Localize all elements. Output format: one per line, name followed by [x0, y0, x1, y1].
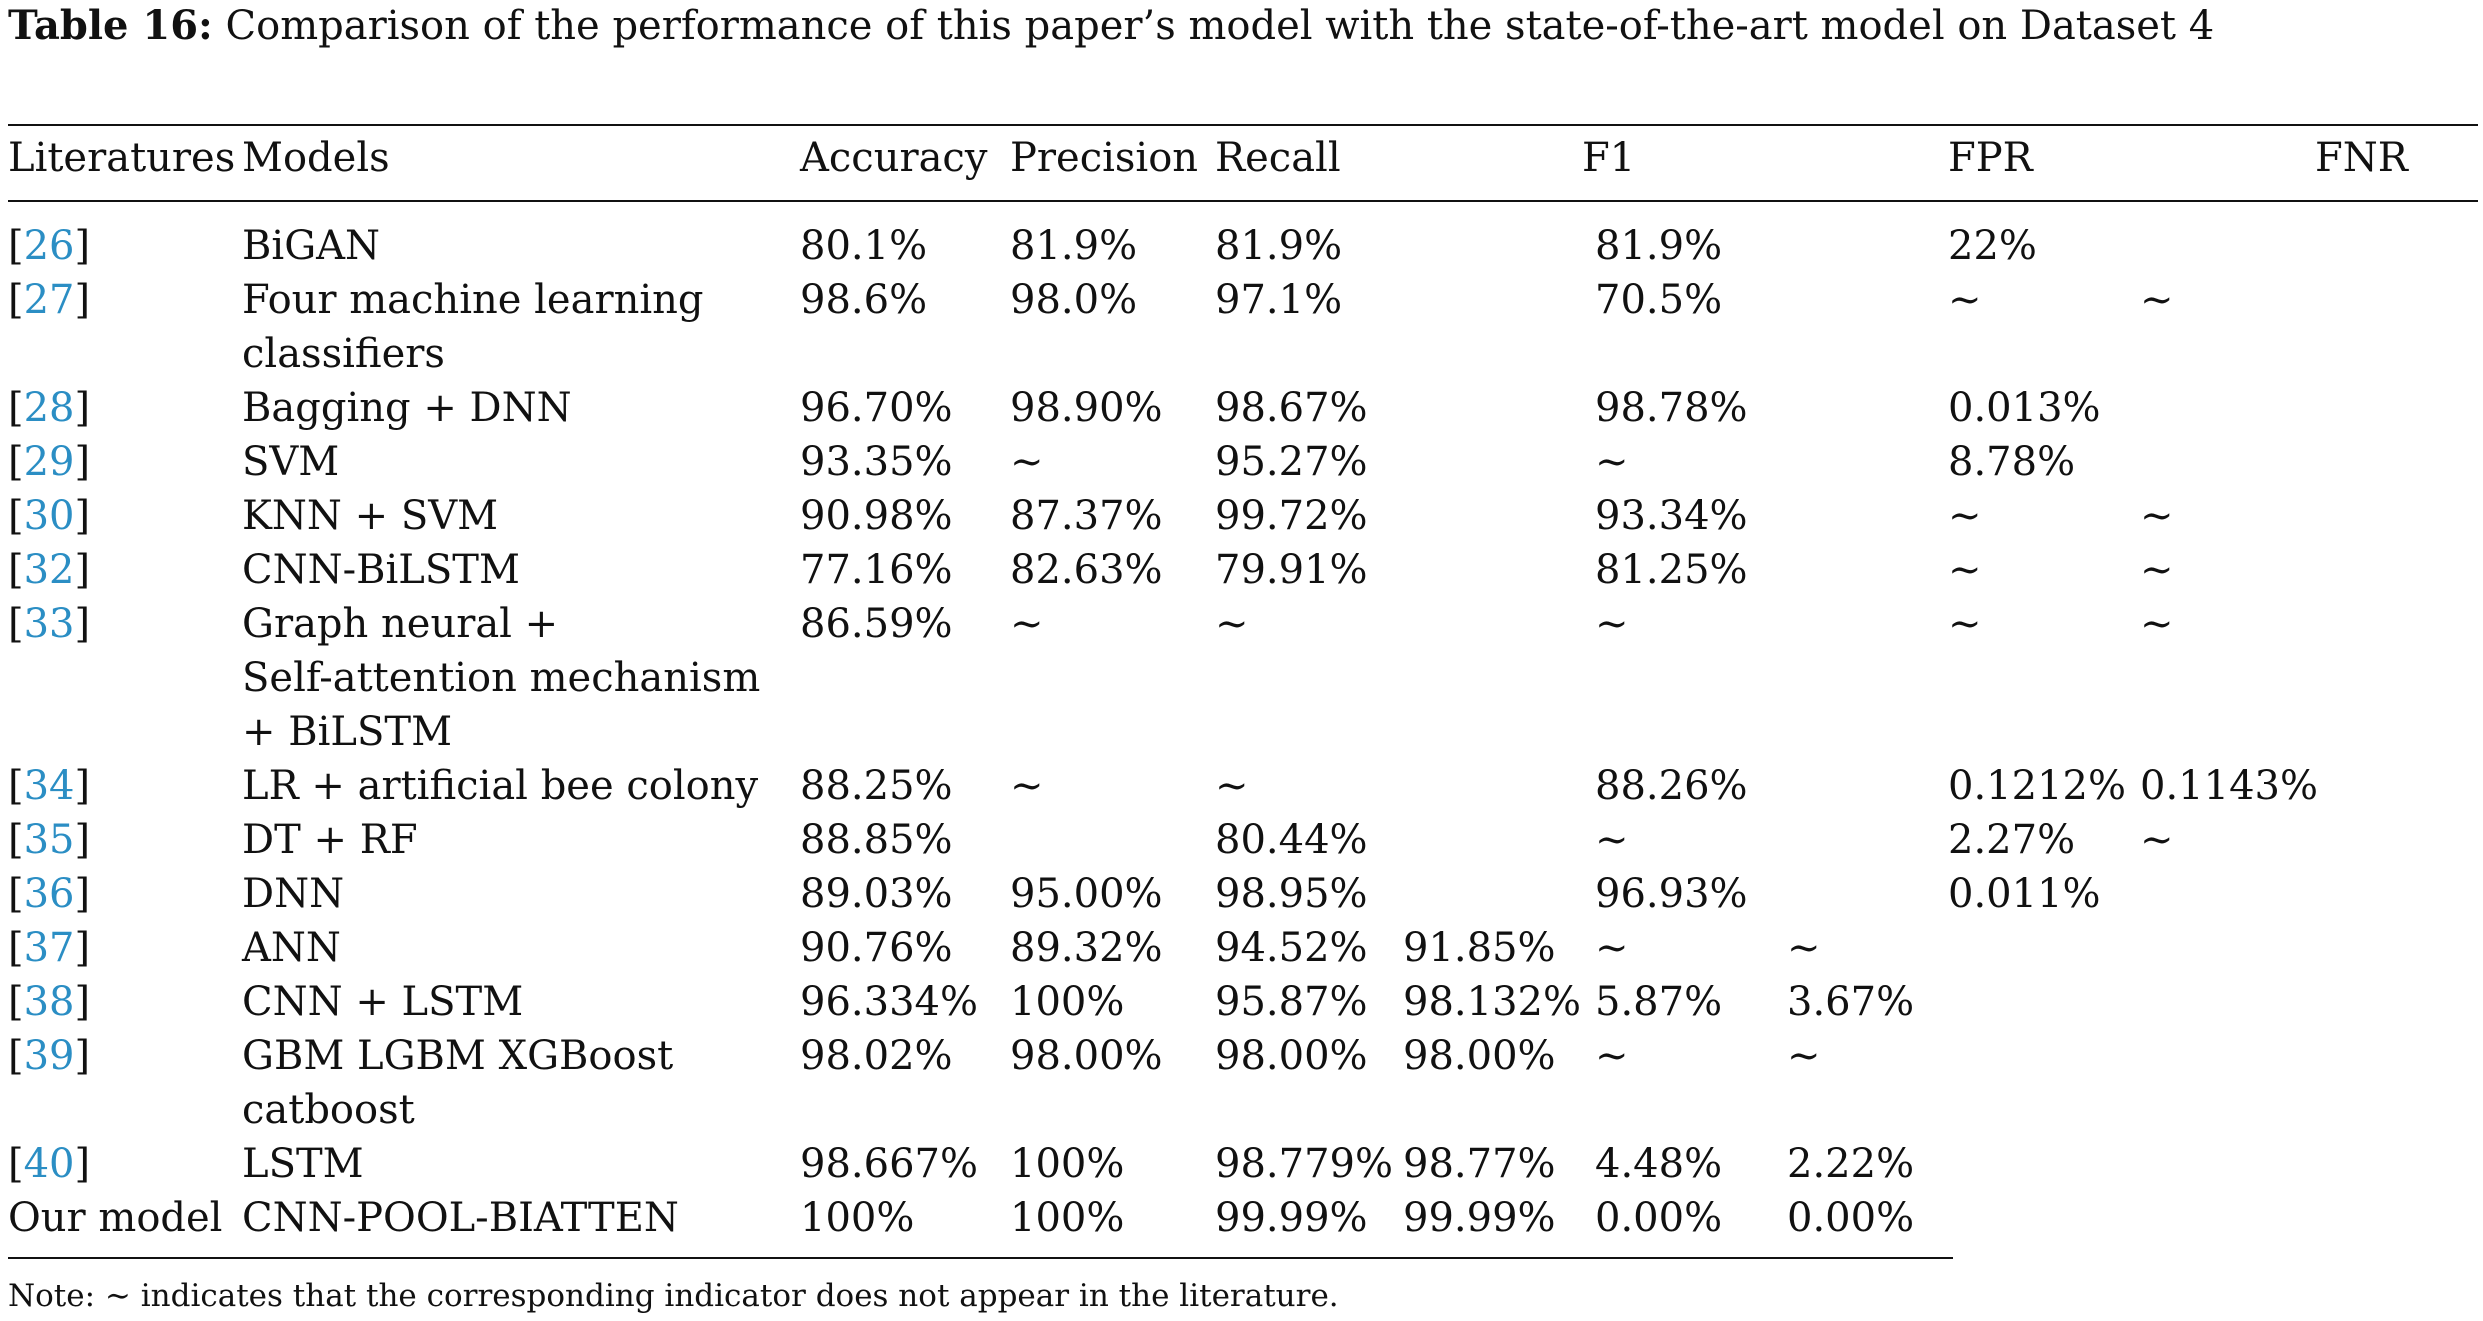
- metric-cell: 93.35%: [800, 439, 953, 485]
- metric-cell: 70.5%: [1595, 277, 1723, 323]
- metric-cell: 98.00%: [1010, 1033, 1163, 1079]
- citation-link[interactable]: 38: [23, 979, 75, 1025]
- bottom-rule: [8, 1257, 1953, 1259]
- model-name: LSTM: [242, 1141, 364, 1187]
- model-name: CNN + LSTM: [242, 979, 524, 1025]
- literature-ref: [37]: [8, 925, 91, 971]
- metric-cell: 0.00%: [1595, 1195, 1723, 1241]
- metric-cell: 98.00%: [1215, 1033, 1368, 1079]
- metric-cell: 99.99%: [1403, 1195, 1556, 1241]
- metric-cell: ∼: [1948, 547, 1982, 593]
- metric-cell: 98.132%: [1403, 979, 1581, 1025]
- literature-ref: [32]: [8, 547, 91, 593]
- model-name: KNN + SVM: [242, 493, 499, 539]
- metric-cell: 89.03%: [800, 871, 953, 917]
- header-fnr: FNR: [2315, 135, 2408, 181]
- citation-link[interactable]: 40: [23, 1141, 75, 1187]
- model-name: classifiers: [242, 331, 445, 377]
- metric-cell: 89.32%: [1010, 925, 1163, 971]
- metric-cell: 88.26%: [1595, 763, 1748, 809]
- metric-cell: ∼: [1948, 493, 1982, 539]
- metric-cell: 98.00%: [1403, 1033, 1556, 1079]
- metric-cell: 90.98%: [800, 493, 953, 539]
- header-literatures: Literatures: [8, 135, 236, 181]
- metric-cell: 98.67%: [1215, 385, 1368, 431]
- metric-cell: 81.9%: [1595, 223, 1723, 269]
- literature-ref: [36]: [8, 871, 91, 917]
- header-f1: F1: [1582, 135, 1636, 181]
- model-name: GBM LGBM XGBoost: [242, 1033, 674, 1079]
- metric-cell: ∼: [1948, 277, 1982, 323]
- metric-cell: ∼: [1787, 1033, 1821, 1079]
- model-name: Self-attention mechanism: [242, 655, 761, 701]
- metric-cell: 5.87%: [1595, 979, 1723, 1025]
- literature-ref: [33]: [8, 601, 91, 647]
- metric-cell: 96.93%: [1595, 871, 1748, 917]
- header-rule: [8, 200, 2478, 202]
- metric-cell: 98.02%: [800, 1033, 953, 1079]
- metric-cell: 96.334%: [800, 979, 978, 1025]
- header-models: Models: [242, 135, 390, 181]
- metric-cell: 8.78%: [1948, 439, 2076, 485]
- metric-cell: 0.1143%: [2140, 763, 2318, 809]
- citation-link[interactable]: 27: [23, 277, 75, 323]
- header-accuracy: Accuracy: [800, 135, 988, 181]
- metric-cell: 80.1%: [800, 223, 928, 269]
- metric-cell: ∼: [2140, 277, 2174, 323]
- metric-cell: ∼: [1787, 925, 1821, 971]
- citation-link[interactable]: 39: [23, 1033, 75, 1079]
- metric-cell: 98.779%: [1215, 1141, 1393, 1187]
- metric-cell: 4.48%: [1595, 1141, 1723, 1187]
- citation-link[interactable]: 26: [23, 223, 75, 269]
- literature-ref: [34]: [8, 763, 91, 809]
- metric-cell: 88.25%: [800, 763, 953, 809]
- metric-cell: 99.72%: [1215, 493, 1368, 539]
- model-name: BiGAN: [242, 223, 381, 269]
- model-name: catboost: [242, 1087, 415, 1133]
- metric-cell: 95.00%: [1010, 871, 1163, 917]
- metric-cell: 81.25%: [1595, 547, 1748, 593]
- citation-link[interactable]: 29: [23, 439, 75, 485]
- citation-link[interactable]: 34: [23, 763, 75, 809]
- metric-cell: 81.9%: [1010, 223, 1138, 269]
- metric-cell: 98.90%: [1010, 385, 1163, 431]
- metric-cell: 96.70%: [800, 385, 953, 431]
- model-name: ANN: [242, 925, 341, 971]
- metric-cell: 98.667%: [800, 1141, 978, 1187]
- citation-link[interactable]: 37: [23, 925, 75, 971]
- metric-cell: ∼: [1948, 601, 1982, 647]
- metric-cell: 98.0%: [1010, 277, 1138, 323]
- metric-cell: 98.6%: [800, 277, 928, 323]
- table-label: Table 16:: [8, 2, 213, 49]
- literature-ref: [29]: [8, 439, 91, 485]
- metric-cell: 99.99%: [1215, 1195, 1368, 1241]
- header-precision: Precision: [1010, 135, 1199, 181]
- metric-cell: ∼: [1215, 763, 1249, 809]
- metric-cell: 81.9%: [1215, 223, 1343, 269]
- metric-cell: 97.1%: [1215, 277, 1343, 323]
- metric-cell: 22%: [1948, 223, 2037, 269]
- literature-ref: [39]: [8, 1033, 91, 1079]
- metric-cell: ∼: [1595, 1033, 1629, 1079]
- citation-link[interactable]: 33: [23, 601, 75, 647]
- metric-cell: 82.63%: [1010, 547, 1163, 593]
- model-name: SVM: [242, 439, 340, 485]
- table-caption: [8, 0, 2458, 52]
- literature-label: Our model: [8, 1195, 223, 1241]
- metric-cell: 0.00%: [1787, 1195, 1915, 1241]
- metric-cell: 100%: [1010, 979, 1125, 1025]
- citation-link[interactable]: 28: [23, 385, 75, 431]
- literature-ref: [28]: [8, 385, 91, 431]
- metric-cell: 95.27%: [1215, 439, 1368, 485]
- metric-cell: 2.27%: [1948, 817, 2076, 863]
- metric-cell: 98.78%: [1595, 385, 1748, 431]
- model-name: CNN-BiLSTM: [242, 547, 520, 593]
- header-fpr: FPR: [1948, 135, 2033, 181]
- metric-cell: 100%: [1010, 1195, 1125, 1241]
- metric-cell: 91.85%: [1403, 925, 1556, 971]
- model-name: DT + RF: [242, 817, 418, 863]
- metric-cell: 0.1212%: [1948, 763, 2126, 809]
- metric-cell: 87.37%: [1010, 493, 1163, 539]
- metric-cell: 86.59%: [800, 601, 953, 647]
- metric-cell: ∼: [2140, 493, 2174, 539]
- citation-link[interactable]: 36: [23, 871, 75, 917]
- metric-cell: 0.013%: [1948, 385, 2101, 431]
- model-name: Bagging + DNN: [242, 385, 572, 431]
- caption-text: Comparison of the performance of this paper’s model with the state-of-the-art model on Dataset 4: [225, 3, 2215, 49]
- metric-cell: 93.34%: [1595, 493, 1748, 539]
- model-name: DNN: [242, 871, 345, 917]
- metric-cell: ∼: [1595, 925, 1629, 971]
- metric-cell: 0.011%: [1948, 871, 2101, 917]
- metric-cell: 95.87%: [1215, 979, 1368, 1025]
- metric-cell: ∼: [1010, 601, 1044, 647]
- metric-cell: ∼: [2140, 817, 2174, 863]
- metric-cell: 3.67%: [1787, 979, 1915, 1025]
- metric-cell: 90.76%: [800, 925, 953, 971]
- metric-cell: 80.44%: [1215, 817, 1368, 863]
- literature-ref: [35]: [8, 817, 91, 863]
- model-name: Four machine learning: [242, 277, 704, 323]
- top-rule: [8, 124, 2478, 126]
- citation-link[interactable]: 35: [23, 817, 75, 863]
- literature-ref: [26]: [8, 223, 91, 269]
- metric-cell: ∼: [1010, 763, 1044, 809]
- metric-cell: 77.16%: [800, 547, 953, 593]
- metric-cell: ∼: [1595, 817, 1629, 863]
- metric-cell: 94.52%: [1215, 925, 1368, 971]
- metric-cell: 100%: [800, 1195, 915, 1241]
- model-name: CNN-POOL-BIATTEN: [242, 1195, 679, 1241]
- metric-cell: ∼: [2140, 547, 2174, 593]
- metric-cell: ∼: [1215, 601, 1249, 647]
- literature-ref: [40]: [8, 1141, 91, 1187]
- citation-link[interactable]: 32: [23, 547, 75, 593]
- metric-cell: ∼: [1595, 439, 1629, 485]
- header-recall: Recall: [1215, 135, 1341, 181]
- table-note: Note: ∼ indicates that the corresponding indicator does not appear in the literature.: [8, 1278, 1339, 1314]
- metric-cell: 100%: [1010, 1141, 1125, 1187]
- metric-cell: 98.77%: [1403, 1141, 1556, 1187]
- metric-cell: ∼: [2140, 601, 2174, 647]
- metric-cell: 88.85%: [800, 817, 953, 863]
- model-name: LR + artificial bee colony: [242, 763, 759, 809]
- model-name: + BiLSTM: [242, 709, 453, 755]
- metric-cell: ∼: [1595, 601, 1629, 647]
- metric-cell: 79.91%: [1215, 547, 1368, 593]
- metric-cell: 98.95%: [1215, 871, 1368, 917]
- literature-ref: [38]: [8, 979, 91, 1025]
- literature-ref: [27]: [8, 277, 91, 323]
- metric-cell: ∼: [1010, 439, 1044, 485]
- citation-link[interactable]: 30: [23, 493, 75, 539]
- metric-cell: 2.22%: [1787, 1141, 1915, 1187]
- model-name: Graph neural +: [242, 601, 559, 647]
- literature-ref: [30]: [8, 493, 91, 539]
